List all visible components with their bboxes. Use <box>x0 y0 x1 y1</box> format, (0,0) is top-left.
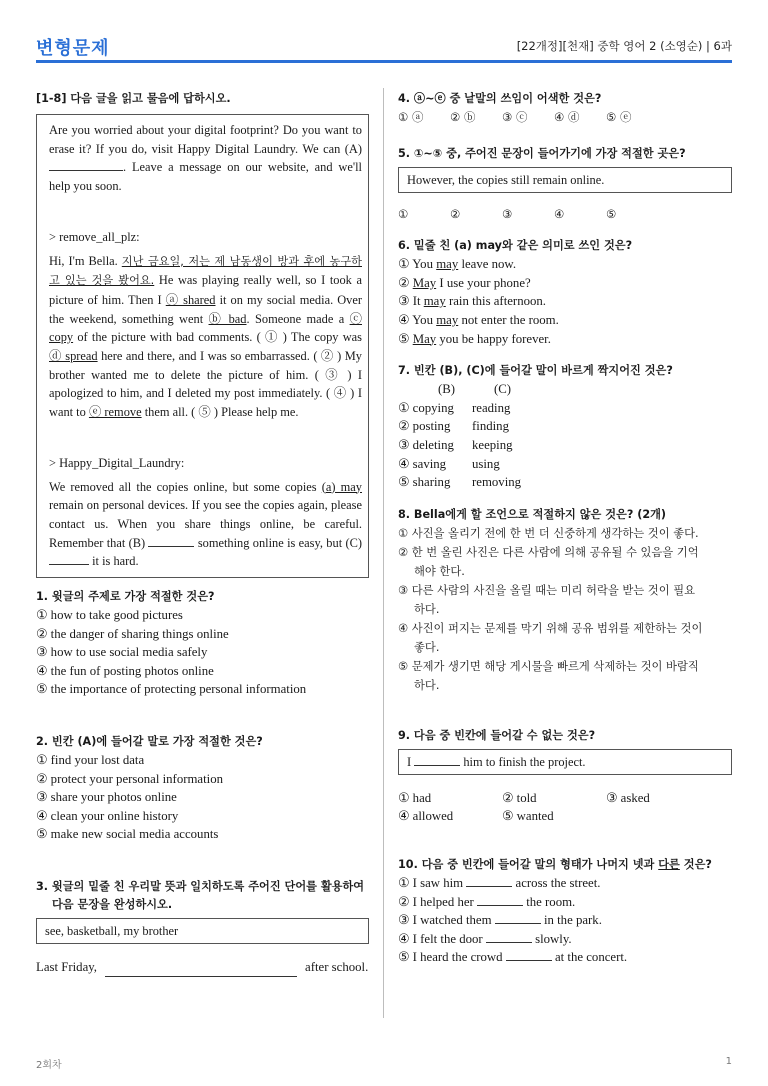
q6-option-1[interactable]: ① You may leave now. <box>398 257 517 272</box>
passage-intro: Are you worried about your digital footprint? Do you want to erase it? If you do, visit Happy Digital Laundry. We can (A) . Leave a message on our website, and we'll help you soon. <box>49 123 362 194</box>
q7-col-b-header: (B) <box>438 382 456 397</box>
question-4: 4. ⓐ~ⓔ 중 낱말의 쓰임이 어색한 것은? ① ⓐ ② ⓑ ③ ⓒ ④ ⓓ ⑤ ⓔ <box>398 90 732 127</box>
page-subtitle: [22개정][천재] 중학 영어 2 (소영순) | 6과 <box>516 39 732 53</box>
q9-sentence-box: I him to finish the project. <box>398 749 732 775</box>
q3-word-box: see, basketball, my brother <box>36 918 369 944</box>
q5-option-1[interactable]: ① <box>398 206 409 221</box>
q8-option-3[interactable]: ③ 다른 사람의 사진을 올릴 때는 미리 허락을 받는 것이 필요 하다. <box>398 583 696 616</box>
q5-given-sentence: However, the copies still remain online. <box>398 167 732 193</box>
q4-option-4[interactable]: ④ ⓓ <box>554 110 580 124</box>
reading-passage <box>36 114 369 578</box>
q2-option-3[interactable]: ③ share your photos online <box>36 790 177 805</box>
question-10: 10. 다음 중 빈칸에 들어갈 말의 형태가 나머지 넷과 다른 것은? ① I saw him across the street. ② I helped her the room. ③ I watched them in the park. ④ I felt the door slowly. ⑤ I heard the crowd at the concert. <box>398 856 732 967</box>
q2-option-2[interactable]: ② protect your personal information <box>36 771 224 786</box>
q7-option-5[interactable]: ⑤ sharing removing <box>398 475 522 490</box>
passage-laundry-reply: We removed all the copies online, but some copies (a) may remain on personal devices. If you see the copies again, please contact us. When you share things online, be careful. Remember that (B) something online is easy, but (C) it is hard. <box>49 479 362 569</box>
word-e-remove: ⓔ remove <box>88 405 142 420</box>
q6-option-4[interactable]: ④ You may not enter the room. <box>398 312 559 327</box>
q10-option-1[interactable]: ① I saw him across the street. <box>398 875 601 890</box>
q9-option-2[interactable]: ② told <box>502 790 537 805</box>
q8-option-4[interactable]: ④ 사진이 퍼지는 문제를 막기 위해 공유 범위를 제한하는 것이 좋다. <box>398 621 703 654</box>
question-5: 5. ①~⑤ 중, 주어진 문장이 들어가기에 가장 적절한 곳은? However, the copies still remain online. ① ② ③ ④ ⑤ <box>398 145 732 224</box>
q9-option-4[interactable]: ④ allowed <box>398 809 454 824</box>
right-column <box>398 90 732 967</box>
q7-option-2[interactable]: ② posting finding <box>398 419 509 434</box>
q9-option-5[interactable]: ⑤ wanted <box>502 809 554 824</box>
q2-option-5[interactable]: ⑤ make new social media accounts <box>36 827 219 842</box>
page-title: 변형문제 <box>36 38 110 59</box>
q5-option-5[interactable]: ⑤ <box>606 206 617 221</box>
question-7: 7. 빈칸 (B), (C)에 들어갈 말이 바르게 짝지어진 것은? (B) (C) ① copying reading ② posting finding ③ deleting keeping ④ saving using ⑤ sharing removing <box>398 362 732 492</box>
footer-page-number: 1 <box>725 1056 732 1067</box>
question-3: 3. 윗글의 밑줄 친 우리말 뜻과 일치하도록 주어진 단어를 활용하여 다음 문장을 완성하시오. see, basketball, my brother Last Friday, after school. <box>36 878 369 977</box>
question-1: 1. 윗글의 주제로 가장 적절한 것은? ① how to take good pictures ② the danger of sharing things online ③ how to use social media safely ④ the fun of posting photos online ⑤ the importance of protecting personal information <box>36 588 369 699</box>
q10-option-2[interactable]: ② I helped her the room. <box>398 894 576 909</box>
q4-option-3[interactable]: ③ ⓒ <box>502 110 528 124</box>
q5-option-2[interactable]: ② <box>450 206 461 221</box>
q6-option-5[interactable]: ⑤ May you be happy forever. <box>398 331 551 346</box>
q9-option-3[interactable]: ③ asked <box>606 790 650 805</box>
left-column <box>36 90 369 977</box>
q10-option-4[interactable]: ④ I felt the door slowly. <box>398 931 572 946</box>
q1-option-5[interactable]: ⑤ the importance of protecting personal information <box>36 682 307 697</box>
username-remove-all-plz: > remove_all_plz: <box>49 229 140 244</box>
username-happy-digital-laundry: > Happy_Digital_Laundry: <box>49 455 185 470</box>
blank-b <box>148 546 194 547</box>
q8-option-5[interactable]: ⑤ 문제가 생기면 해당 게시물을 빠르게 삭제하는 것이 바람직 하다. <box>398 659 699 692</box>
q2-option-1[interactable]: ① find your lost data <box>36 753 145 768</box>
q6-option-2[interactable]: ② May I use your phone? <box>398 275 531 290</box>
q1-option-2[interactable]: ② the danger of sharing things online <box>36 626 229 641</box>
q8-option-1[interactable]: ① 사진을 올리기 전에 한 번 더 신중하게 생각하는 것이 좋다. <box>398 526 699 540</box>
q1-option-3[interactable]: ③ how to use social media safely <box>36 645 208 660</box>
q7-option-1[interactable]: ① copying reading <box>398 400 511 415</box>
q1-option-1[interactable]: ① how to take good pictures <box>36 608 183 623</box>
section-label: [1-8] 다음 글을 읽고 물음에 답하시오. <box>36 92 231 105</box>
word-b-bad: ⓑ bad <box>208 311 247 326</box>
q1-option-4[interactable]: ④ the fun of posting photos online <box>36 663 214 678</box>
q2-option-4[interactable]: ④ clean your online history <box>36 808 179 823</box>
question-2: 2. 빈칸 (A)에 들어갈 말로 가장 적절한 것은? ① find your lost data ② protect your personal information ③ share your photos online ④ clean your online history ⑤ make new social media accounts <box>36 733 369 844</box>
header-rule <box>36 60 732 63</box>
q7-option-4[interactable]: ④ saving using <box>398 456 500 471</box>
word-a-may: (a) may <box>321 479 362 494</box>
q3-answer-blank[interactable] <box>105 976 297 977</box>
q6-option-3[interactable]: ③ It may rain this afternoon. <box>398 294 546 309</box>
q10-option-3[interactable]: ③ I watched them in the park. <box>398 913 602 928</box>
underlined-korean: 지난 금요일, 저는 제 남동생이 방과 후에 농구하고 있는 것을 봤어요. <box>49 254 362 288</box>
q10-option-5[interactable]: ⑤ I heard the crowd at the concert. <box>398 950 628 965</box>
footer-session: 2회차 <box>36 1060 62 1071</box>
q8-option-2[interactable]: ② 한 번 올린 사진은 다른 사람에 의해 공유될 수 있음을 기억 해야 한다. <box>398 545 699 578</box>
word-d-spread: ⓓ spread <box>49 349 98 364</box>
q4-option-5[interactable]: ⑤ ⓔ <box>606 110 632 124</box>
blank-c <box>49 564 89 565</box>
question-8: 8. Bella에게 할 조언으로 적절하지 않은 것은? (2개) ① 사진을 올리기 전에 한 번 더 신중하게 생각하는 것이 좋다. ② 한 번 올린 사진은 다른 사람에 의해 공유될 수 있음을 기억 해야 한다. ③ 다른 사람의 사진을 올릴 때는 미리 허락을 받는 것이 필요 하다. ④ 사진이 퍼지는 문제를 막기 위해 공유 범위를 제한하는 것이 좋다. ⑤ 문제가 생기면 해당 게시물을 빠르게 삭제하는 것이 바람직 하다. <box>398 506 732 695</box>
q5-option-3[interactable]: ③ <box>502 206 513 221</box>
question-6: 6. 밑줄 친 (a) may와 같은 의미로 쓰인 것은? ① You may leave now. ② May I use your phone? ③ It may rain this afternoon. ④ You may not enter the room. ⑤ May you be happy forever. <box>398 237 732 348</box>
question-9: 9. 다음 중 빈칸에 들어갈 수 없는 것은? I him to finish the project. ① had ② told ③ asked ④ allowed ⑤ wanted <box>398 727 732 826</box>
q7-option-3[interactable]: ③ deleting keeping <box>398 437 513 452</box>
q4-option-1[interactable]: ① ⓐ <box>398 110 424 124</box>
word-c-copy: ⓒ copy <box>49 311 362 345</box>
column-divider <box>383 88 384 1018</box>
q5-option-4[interactable]: ④ <box>554 206 565 221</box>
q9-option-1[interactable]: ① had <box>398 790 432 805</box>
word-a-shared: ⓐ shared <box>165 292 216 307</box>
blank-a <box>49 170 123 171</box>
q4-option-2[interactable]: ② ⓑ <box>450 110 476 124</box>
passage-bella-post: Hi, I'm Bella. 지난 금요일, 저는 제 남동생이 방과 후에 농구하고 있는 것을 봤어요. He was playing really well, so I took a picture of him. Then I ⓐ shared it on my social media. Over the weekend, something went ⓑ bad. Someone made a ⓒ copy of the picture with bad comments. ( ① ) The copy was ⓓ spread here and there, and I was so embarrassed. ( ② ) My brother wanted me to delete the picture of him. ( ③ ) I apologized to him, and I deleted my post immediately. ( ④ ) I want to ⓔ remove them all. ( ⑤ ) Please help me. <box>49 253 362 420</box>
q7-col-c-header: (C) <box>494 382 512 397</box>
